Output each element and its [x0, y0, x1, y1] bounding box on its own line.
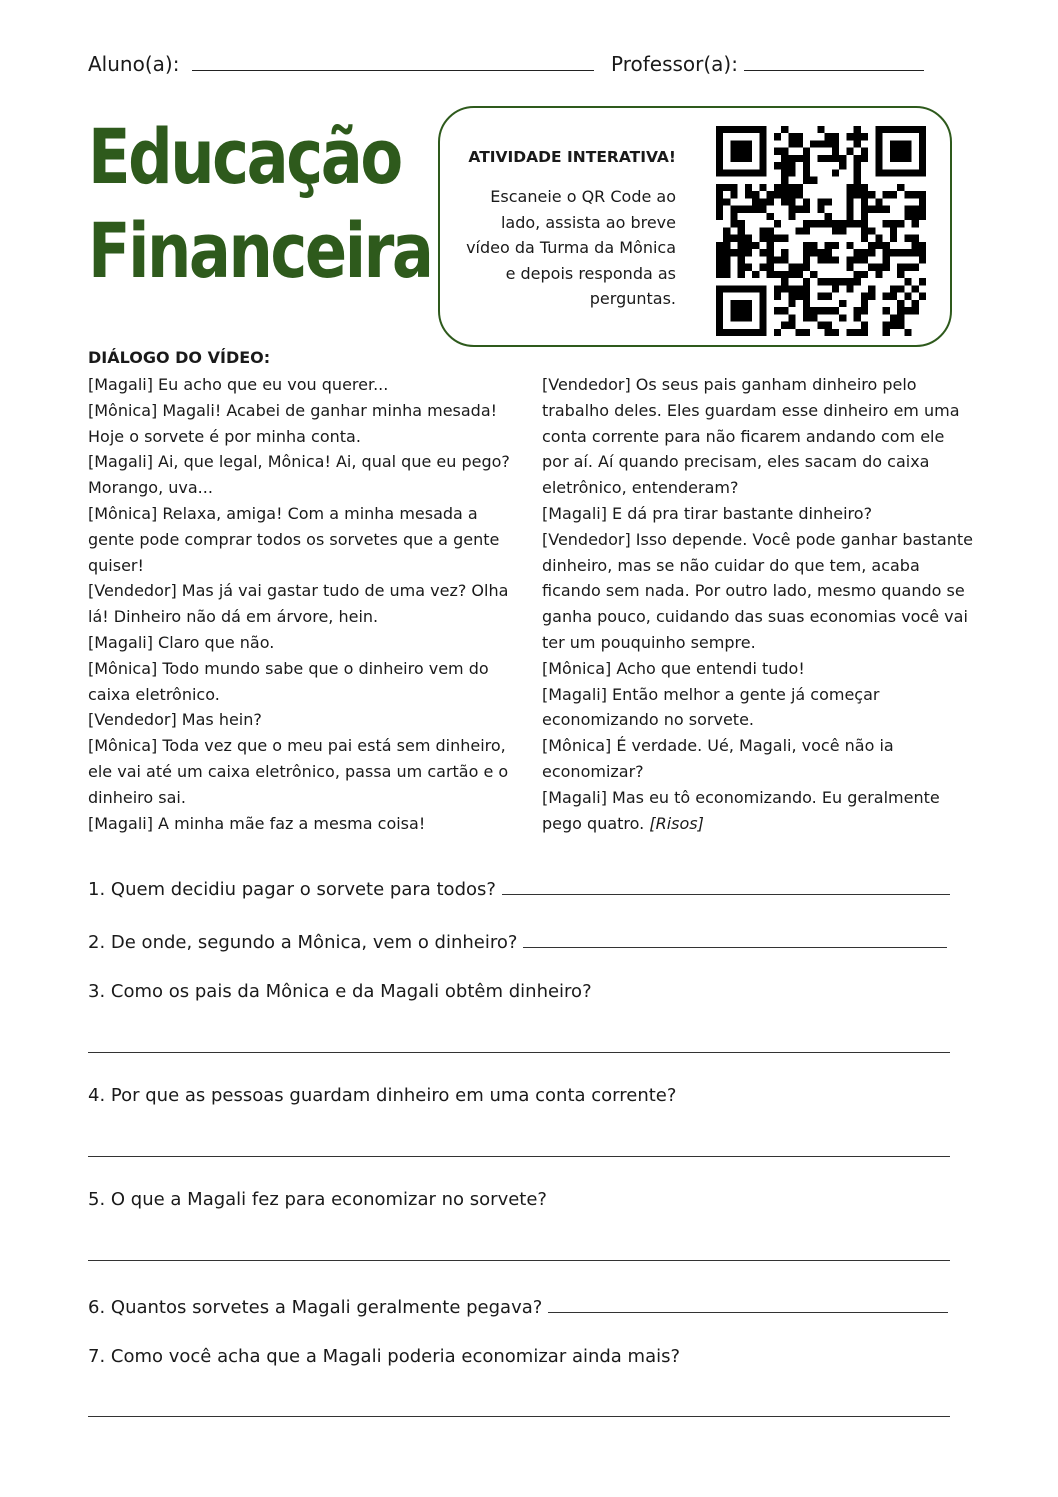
title-line-1: Educação	[88, 112, 401, 201]
dialogue-line: [Vendedor] Isso depende. Você pode ganhar bastante dinheiro, mas se não cuidar do que tem, acaba ficando sem nada. Por outro lado, mesmo quando se ganha pouco, cuidando das suas economias você vai ter um pouquinho sempre.	[542, 529, 973, 652]
question-text: 3. Como os pais da Mônica e da Magali obtêm dinheiro?	[88, 981, 592, 1002]
dialogue-line: [Vendedor] Mas já vai gastar tudo de uma vez? Olha lá! Dinheiro não dá em árvore, hein.	[88, 581, 509, 627]
answer-line-5[interactable]	[88, 1260, 950, 1261]
question-text: 7. Como você acha que a Magali poderia economizar ainda mais?	[88, 1346, 681, 1367]
answer-blank[interactable]	[548, 1294, 948, 1313]
dialogue-line: [Magali] Eu acho que eu vou querer...	[88, 375, 389, 394]
dialogue-line: [Mônica] Acho que entendi tudo!	[542, 658, 805, 678]
answer-blank[interactable]	[502, 876, 950, 895]
teacher-label: Professor(a):	[611, 52, 738, 76]
page-title	[88, 110, 431, 298]
dialogue-line: [Magali] A minha mãe faz a mesma coisa!	[88, 813, 426, 833]
question-4	[88, 1085, 676, 1106]
question-3	[88, 981, 592, 1002]
dialogue-line-last	[542, 785, 974, 837]
dialogue-line: [Magali] Ai, que legal, Mônica! Ai, qual que eu pego? Morango, uva...	[88, 452, 510, 498]
interactive-activity-box	[438, 106, 952, 347]
dialogue-line: [Magali] Então melhor a gente já começar economizando no sorvete.	[542, 684, 880, 730]
question-text: 1. Quem decidiu pagar o sorvete para todos?	[88, 879, 496, 900]
last-line-text: [Magali] Mas eu tô economizando. Eu geralmente pego quatro.	[542, 787, 940, 833]
dialogue-line: [Mônica] Toda vez que o meu pai está sem dinheiro, ele vai até um caixa eletrônico, passa um cartão e o dinheiro sai.	[88, 736, 509, 807]
dialogue-left-column	[88, 372, 518, 836]
teacher-field[interactable]	[611, 50, 924, 76]
student-field[interactable]	[88, 50, 594, 76]
dialogue-line: [Mônica] É verdade. Ué, Magali, você não ia economizar?	[542, 736, 894, 781]
answer-blank[interactable]	[523, 929, 947, 948]
question-text: 2. De onde, segundo a Mônica, vem o dinheiro?	[88, 932, 518, 953]
question-6	[88, 1294, 948, 1318]
question-text: 6. Quantos sorvetes a Magali geralmente pegava?	[88, 1297, 543, 1318]
question-1	[88, 876, 950, 900]
teacher-blank[interactable]	[744, 50, 924, 71]
question-5	[88, 1189, 547, 1210]
answer-line-4[interactable]	[88, 1156, 950, 1157]
question-7	[88, 1346, 680, 1367]
question-text: 4. Por que as pessoas guardam dinheiro em uma conta corrente?	[88, 1085, 677, 1106]
dialogue-title: DIÁLOGO DO VÍDEO:	[88, 348, 271, 367]
dialogue-line: [Vendedor] Mas hein?	[88, 710, 262, 730]
dialogue-line: [Vendedor] Os seus pais ganham dinheiro pelo trabalho deles. Eles guardam esse dinheiro em uma conta corrente para não ficarem andando com ele por aí. Aí quando precisam, eles sacam do caixa eletrônico, entenderam?	[542, 375, 960, 498]
name-fields	[88, 50, 968, 82]
student-label: Aluno(a):	[88, 52, 180, 76]
dialogue-right-column	[542, 372, 974, 836]
activity-heading: ATIVIDADE INTERATIVA!	[468, 148, 676, 166]
qr-code-icon[interactable]	[716, 126, 926, 336]
dialogue-line: [Magali] Claro que não.	[88, 632, 275, 652]
answer-line-7[interactable]	[88, 1416, 950, 1417]
question-2	[88, 929, 947, 953]
dialogue-line: [Magali] E dá pra tirar bastante dinheiro?	[542, 503, 873, 523]
risos-note: [Risos]	[649, 813, 704, 833]
question-text: 5. O que a Magali fez para economizar no sorvete?	[88, 1189, 547, 1210]
dialogue-line: [Mônica] Magali! Acabei de ganhar minha mesada! Hoje o sorvete é por minha conta.	[88, 400, 498, 446]
answer-line-3[interactable]	[88, 1052, 950, 1053]
student-blank[interactable]	[192, 50, 594, 71]
title-line-2: Financeira	[88, 206, 432, 295]
dialogue-line: [Mônica] Todo mundo sabe que o dinheiro vem do caixa eletrônico.	[88, 658, 489, 704]
activity-description: Escaneie o QR Code ao lado, assista ao breve vídeo da Turma da Mônica e depois responda as perguntas.	[466, 187, 676, 308]
dialogue-line: [Mônica] Relaxa, amiga! Com a minha mesada a gente pode comprar todos os sorvetes que a gente quiser!	[88, 503, 500, 575]
